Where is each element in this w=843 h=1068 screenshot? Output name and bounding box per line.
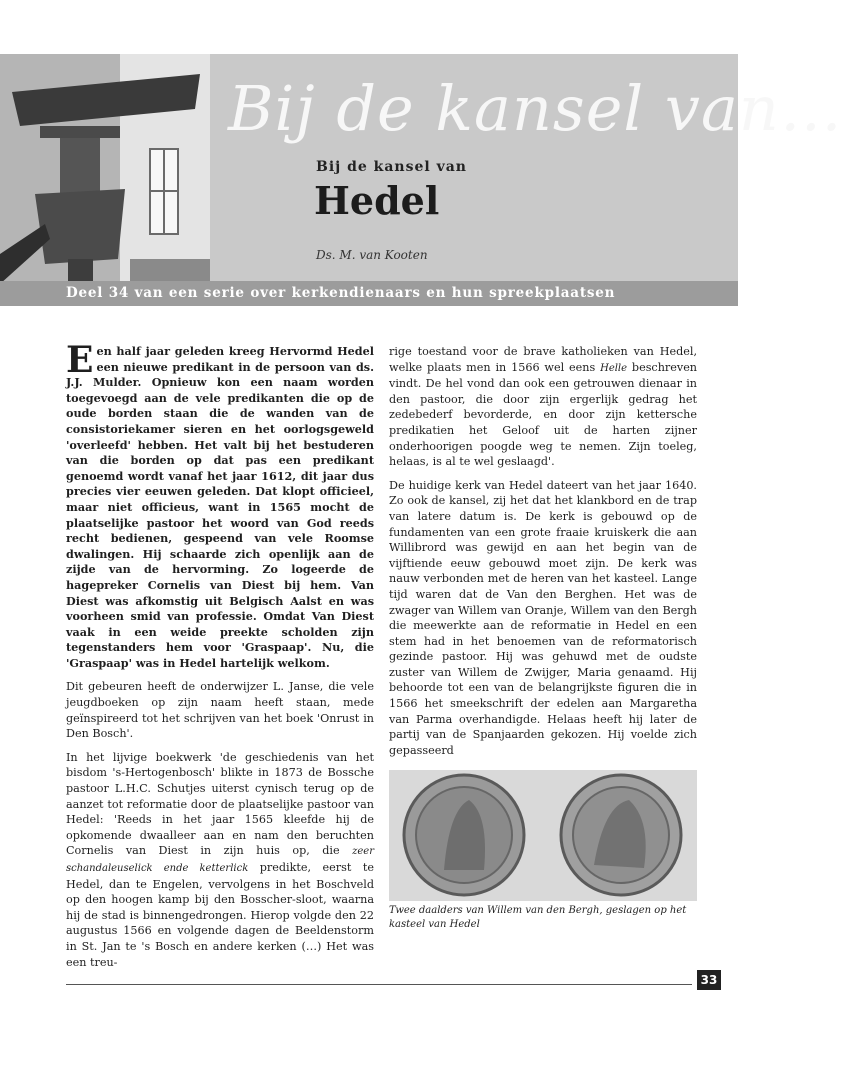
body-paragraph: rige toestand voor de brave katholieken van Hedel, welke plaats men in 1566 wel eens Helle beschreven vindt. De hel vond dan ook een getrouwen dienaar in den pastoor, die door zijn ergerlijk gedrag het zedebederf bevorderde, en door zijn kettersche predikatien het Geloof uit de harten zijner onderhoorigen poogde weg te nemen. Zijn toeleg, helaas, is al te wel geslaagd'. — [389, 345, 698, 469]
author-byline: Ds. M. van Kooten — [316, 248, 428, 262]
body-paragraph: In het lijvige boekwerk 'de geschiedenis van het bisdom 's-Hertogenbosch' blikte in 1873 de Bossche pastoor L.H.C. Schutjes uiterst cynisch terug op de aanzet tot reformatie door de plaatselijke pastoor van Hedel: 'Reeds in het jaar 1565 kleefde hij de opkomende dwaalleer aan en nam den beruchten Cornelis van Diest in zijn huis op, die zeer schandaleuselick ende ketterlick predikte, eerst te Hedel, dan te Engelen, vervolgens in het Boschveld op den hoogen kamp bij den Bosscher-sloot, waarna hij de stad is binnengedrongen. Hierop volgde den 22 augustus 1566 en volgende dagen de Beeldenstorm in St. Jan te 's Bosch en andere kerken (…) Het was een treu- — [66, 750, 374, 969]
drop-cap: E — [66, 339, 94, 381]
lead-paragraph — [66, 339, 374, 671]
image-caption: Twee daalders van Willem van den Bergh, geslagen op het kasteel van Hedel — [389, 905, 687, 930]
quote-italic: Helle — [600, 362, 628, 374]
article-column-left — [66, 339, 374, 978]
page-number: 33 — [697, 970, 721, 990]
series-banner — [0, 281, 738, 306]
lead-text: en half jaar geleden kreeg Hervormd Hedel een nieuwe predikant in de persoon van ds. J.J. Mulder. Opnieuw kon een naam worden toegevoegd aan de vele predikanten die op de oude borden staan die de wanden van de consistoriekamer sieren en het oorlogsgeweld 'overleefd' hebben. Het valt bij het bestuderen van die borden op dat pas een predikant genoemd wordt vanaf het jaar 1612, dit jaar dus precies vier eeuwen geleden. Dat klopt officieel, maar niet officieus, want in 1565 mocht de plaatselijke pastoor het woord van God reeds recht bedienen, gespeend van vele Roomse dwalingen. Hij schaarde zich openlijk aan de zijde van de hervorming. Zo logeerde de hagepreker Cornelis van Diest bij hem. Van Diest was afkomstig uit Belgisch Aalst en was voorheen smid van professie. Omdat Van Diest vaak in een weide preekte scholden zijn tegenstanders hem voor 'Graspaap'. Nu, die 'Graspaap' was in Hedel hartelijk welkom. — [66, 344, 374, 670]
article-kicker: Bij de kansel van — [316, 159, 467, 175]
series-title: Bij de kansel van… — [228, 72, 843, 145]
footer-rule — [66, 984, 692, 985]
article-column-right — [389, 344, 697, 766]
series-banner-text: Deel 34 van een serie over kerkendienaars en hun spreekplaatsen — [66, 285, 616, 301]
quote-italic: zeer schandaleuselick ende ketterlick — [66, 846, 374, 874]
article-header — [0, 54, 843, 306]
body-paragraph: Dit gebeuren heeft de onderwijzer L. Janse, die vele jeugdboeken op zijn naam heeft staan, mede geïnspireerd tot het schrijven van het boek 'Onrust in Den Bosch'. — [66, 680, 374, 741]
pulpit-photo — [0, 54, 210, 306]
body-paragraph: De huidige kerk van Hedel dateert van het jaar 1640. Zo ook de kansel, zij het dat het klankbord en de trap van latere datum is. De kerk is gebouwd op de fundamenten van een grote fraaie kruiskerk die aan Willibrord was gewijd en aan het begin van de vijftiende eeuw gebouwd moet zijn. De kerk was nauw verbonden met de heren van het kasteel. Lange tijd waren dat de Van den Berghen. Het was de zwager van Willem van Oranje, Willem van den Bergh die meewerkte aan de reformatie in Hedel en een stem had in het benoemen van de reformatorisch gezinde pastoor. Hij was gehuwd met de oudste zuster van Willem de Zwijger, Maria genaamd. Hij behoorde tot een van de belangrijkste figuren die in 1566 het smeekschrift der edelen aan Margaretha van Parma overhandigde. Helaas heeft hij later de partij van de Spanjaarden gekozen. Hij voelde zich gepasseerd — [389, 478, 697, 757]
coins-photo — [389, 770, 697, 901]
article-title: Hedel — [314, 178, 440, 223]
